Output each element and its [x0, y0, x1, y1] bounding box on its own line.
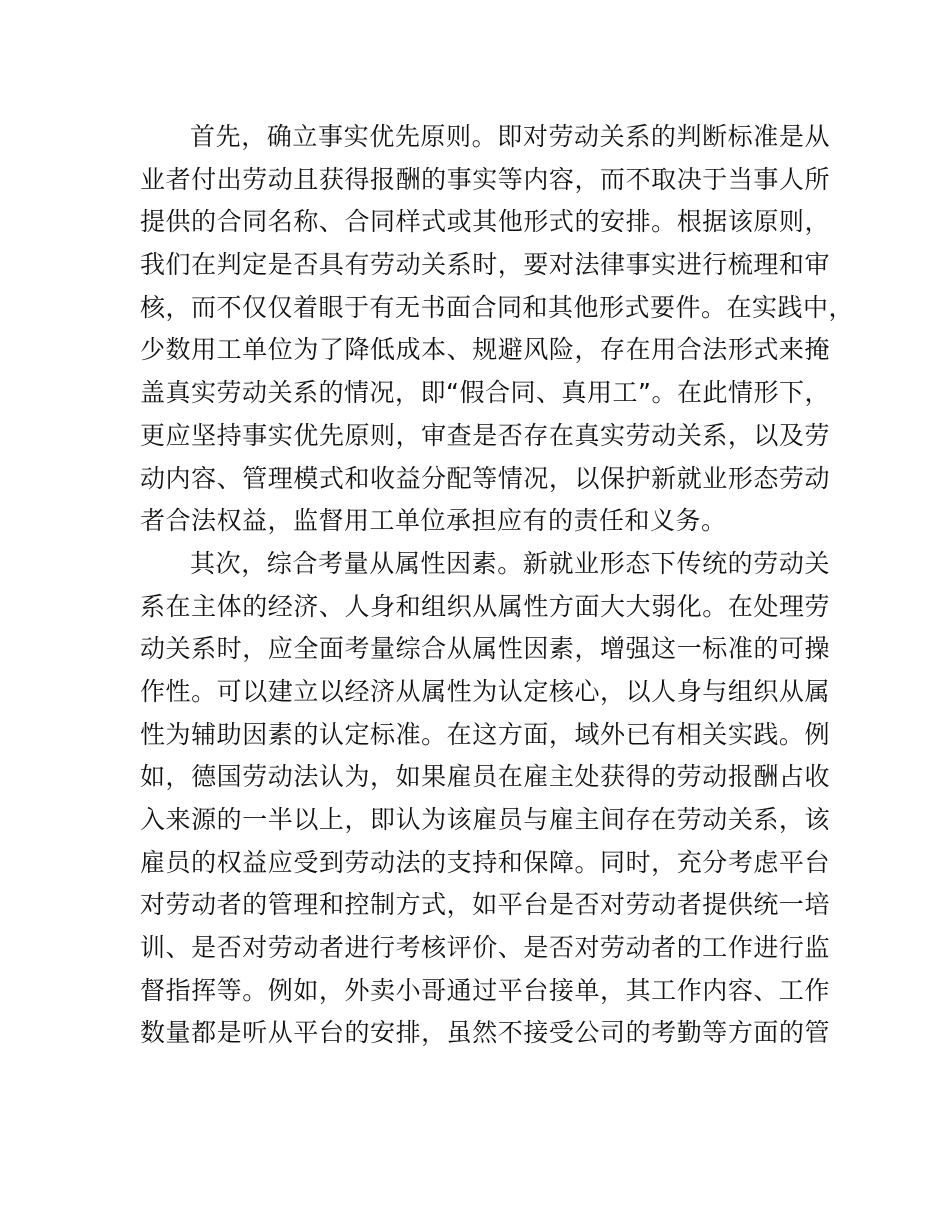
text-line: 动内容、管理模式和收益分配等情况，以保护新就业形态劳动 [140, 463, 830, 493]
text-line: 者合法权益，监督用工单位承担应有的责任和义务。 [140, 506, 727, 536]
text-line: 业者付出劳动且获得报酬的事实等内容，而不取决于当事人所 [140, 164, 830, 194]
text-line: 如，德国劳动法认为，如果雇员在雇主处获得的劳动报酬占收 [140, 762, 830, 792]
text-line: 督指挥等。例如，外卖小哥通过平台接单，其工作内容、工作 [140, 975, 830, 1005]
text-line: 核，而不仅仅着眼于有无书面合同和其他形式要件。在实践中， [140, 292, 855, 322]
text-line: 训、是否对劳动者进行考核评价、是否对劳动者的工作进行监 [140, 933, 830, 963]
text-line: 其次，综合考量从属性因素。新就业形态下传统的劳动关 [190, 548, 830, 578]
document-body [140, 116, 855, 1055]
text-line: 入来源的一半以上，即认为该雇员与雇主间存在劳动关系，该 [140, 805, 830, 834]
text-line: 系在主体的经济、人身和组织从属性方面大大弱化。在处理劳 [140, 591, 830, 621]
paragraph-fact-priority [140, 116, 855, 543]
text-line: 雇员的权益应受到劳动法的支持和保障。同时，充分考虑平台 [140, 847, 830, 877]
text-line: 少数用工单位为了降低成本、规避风险，存在用合法形式来掩 [140, 335, 830, 365]
text-line: 数量都是听从平台的安排，虽然不接受公司的考勤等方面的管 [140, 1018, 830, 1048]
text-line: 盖真实劳动关系的情况，即“假合同、真用工”。在此情形下， [140, 378, 830, 408]
text-line: 性为辅助因素的认定标准。在这方面，域外已有相关实践。例 [140, 719, 830, 749]
text-line: 作性。可以建立以经济从属性为认定核心，以人身与组织从属 [140, 676, 830, 706]
text-line: 动关系时，应全面考量综合从属性因素，增强这一标准的可操 [140, 634, 830, 664]
text-line: 首先，确立事实优先原则。即对劳动关系的判断标准是从 [190, 122, 830, 151]
text-line: 对劳动者的管理和控制方式，如平台是否对劳动者提供统一培 [140, 890, 830, 920]
text-line: 我们在判定是否具有劳动关系时，要对法律事实进行梳理和审 [140, 250, 830, 280]
paragraph-subordination-factors [140, 543, 830, 1055]
text-line: 更应坚持事实优先原则，审查是否存在真实劳动关系，以及劳 [140, 420, 830, 450]
text-line: 提供的合同名称、合同样式或其他形式的安排。根据该原则， [140, 207, 830, 237]
